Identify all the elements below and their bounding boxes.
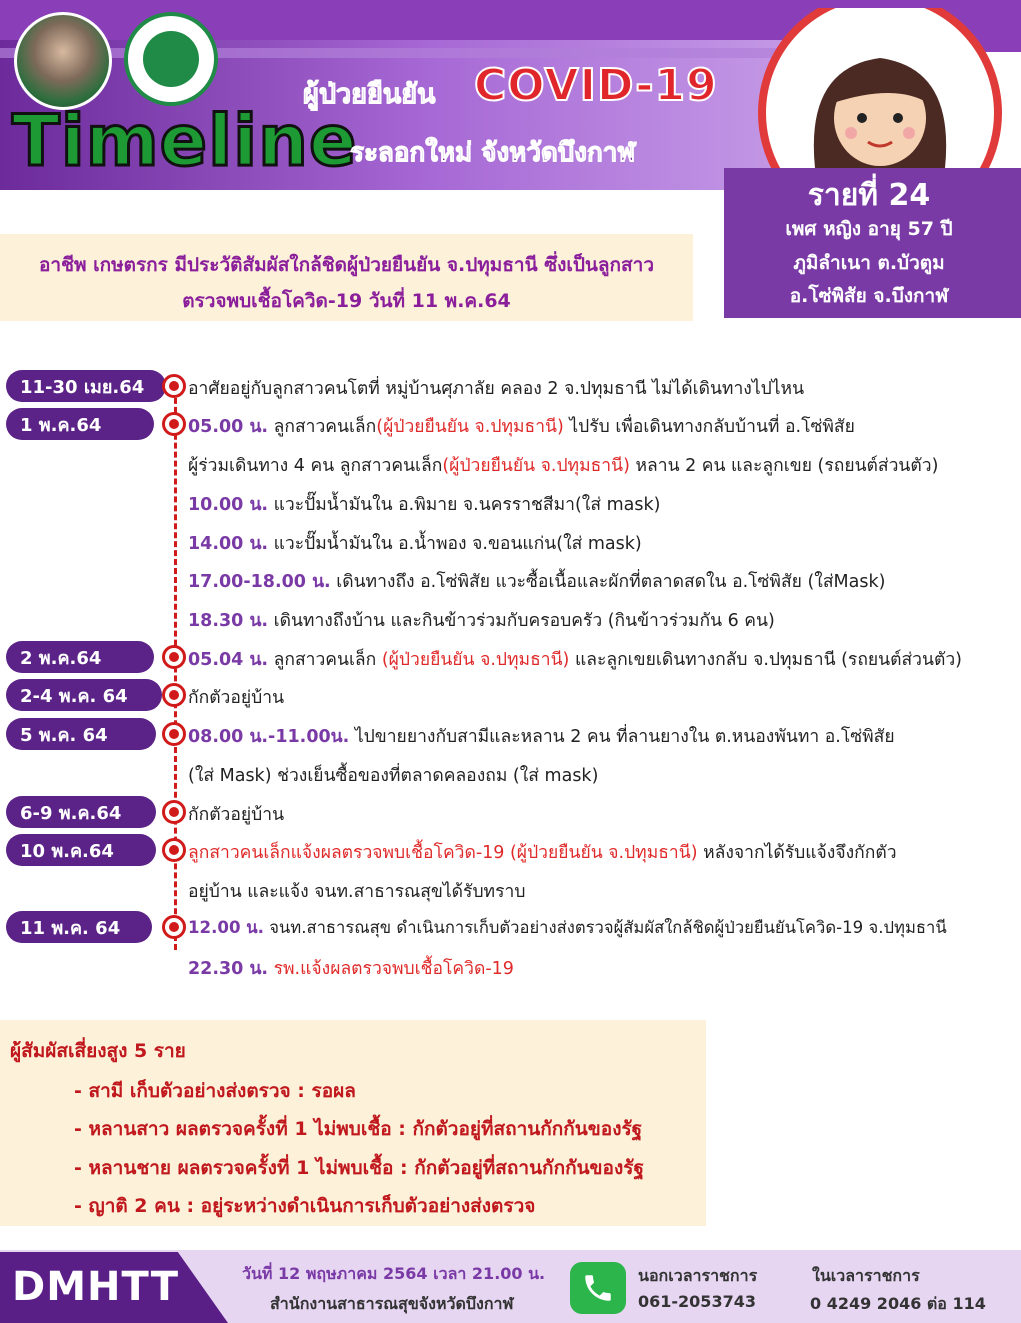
header-subtitle-prefix: ผู้ป่วยยืนยัน — [303, 79, 436, 110]
date-pill: 11-30 เมย.64 — [6, 370, 166, 402]
contact-item: - หลานสาว ผลตรวจครั้งที่ 1 ไม่พบเชื้อ : กักตัวอยู่ที่สถานกักกันของรัฐ — [74, 1118, 643, 1140]
date-pill: 1 พ.ค.64 — [6, 408, 154, 440]
timeline-row: 08.00 น.-11.00น. ไปขายยางกับสามีและหลาน 2 คน ที่ลานยางใน ต.หนองพันทา อ.โซ่พิสัย — [188, 727, 895, 747]
contacts-title: ผู้สัมผัสเสี่ยงสูง 5 ราย — [10, 1040, 186, 1062]
case-number: รายที่ 24 — [807, 178, 931, 213]
contact-item: - ญาติ 2 คน : อยู่ระหว่างดำเนินการเก็บตัวอย่างส่งตรวจ — [74, 1195, 536, 1217]
page-title: Timeline — [12, 100, 358, 182]
after-hours-phone: 061-2053743 — [638, 1292, 756, 1311]
timeline-dot — [162, 645, 186, 669]
date-pill: 10 พ.ค.64 — [6, 834, 156, 866]
footer-brand: DMHTT — [12, 1264, 179, 1310]
case-gender-age: เพศ หญิง อายุ 57 ปี — [785, 218, 953, 240]
timeline-row: ผู้ร่วมเดินทาง 4 คน ลูกสาวคนเล็ก(ผู้ป่วยยืนยัน จ.ปทุมธานี) หลาน 2 คน และลูกเขย (รถยนต์ส่วนตัว) — [188, 456, 939, 476]
timeline-row: (ใส่ Mask) ช่วงเย็นซื้อของที่ตลาดคลองถม (ใส่ mask) — [188, 766, 599, 786]
case-hometown: ภูมิลำเนา ต.บัวตูม — [793, 252, 945, 274]
footer-date: วันที่ 12 พฤษภาคม 2564 เวลา 21.00 น. — [242, 1264, 546, 1283]
timeline-row: 18.30 น. เดินทางถึงบ้าน และกินข้าวร่วมกับครอบครัว (กินข้าวร่วมกัน 6 คน) — [188, 611, 775, 631]
timeline-row: 22.30 น. รพ.แจ้งผลตรวจพบเชื้อโควิด-19 — [188, 959, 514, 979]
occupation-line-1: อาชีพ เกษตรกร มีประวัติสัมผัสใกล้ชิดผู้ป่วยยืนยัน จ.ปทุมธานี ซึ่งเป็นลูกสาว — [39, 254, 654, 276]
date-pill: 2-4 พ.ค. 64 — [6, 679, 162, 711]
timeline-dot — [162, 683, 186, 707]
contact-item: - หลานชาย ผลตรวจครั้งที่ 1 ไม่พบเชื้อ : กักตัวอยู่ที่สถานกักกันของรัฐ — [74, 1157, 644, 1179]
timeline-row: 05.00 น. ลูกสาวคนเล็ก(ผู้ป่วยยืนยัน จ.ปทุมธานี) ไปรับ เพื่อเดินทางกลับบ้านที่ อ.โซ่พิสัย — [188, 417, 855, 437]
timeline-row: 05.04 น. ลูกสาวคนเล็ก (ผู้ป่วยยืนยัน จ.ปทุมธานี) และลูกเขยเดินทางกลับ จ.ปทุมธานี (รถยนต์ส่วนตัว) — [188, 650, 962, 670]
after-hours-label: นอกเวลาราชการ — [638, 1266, 758, 1285]
timeline-dot — [162, 374, 186, 398]
timeline-dot — [162, 838, 186, 862]
footer-office: สำนักงานสาธารณสุขจังหวัดบึงกาฬ — [270, 1294, 514, 1313]
header-stripe — [0, 48, 790, 58]
case-district: อ.โซ่พิสัย จ.บึงกาฬ — [789, 285, 949, 307]
timeline-row: 10.00 น. แวะปั๊มน้ำมันใน อ.พิมาย จ.นครราชสีมา(ใส่ mask) — [188, 495, 661, 515]
timeline-row: 17.00-18.00 น. เดินทางถึง อ.โซ่พิสัย แวะซื้อเนื้อและผักที่ตลาดสดใน อ.โซ่พิสัย (ใส่Mask) — [188, 572, 886, 592]
timeline-dot — [162, 412, 186, 436]
timeline-dot — [162, 722, 186, 746]
timeline-row: 14.00 น. แวะปั๊มน้ำมันใน อ.น้ำพอง จ.ขอนแก่น(ใส่ mask) — [188, 534, 642, 554]
phone-icon — [570, 1262, 626, 1314]
occupation-line-2: ตรวจพบเชื้อโควิด-19 วันที่ 11 พ.ค.64 — [182, 290, 511, 312]
timeline-row: อยู่บ้าน และแจ้ง จนท.สาธารณสุขได้รับทราบ — [188, 882, 526, 902]
timeline-row: 12.00 น. จนท.สาธารณสุข ดำเนินการเก็บตัวอย่างส่งตรวจผู้สัมผัสใกล้ชิดผู้ป่วยยืนยันโควิด-19 จ.ปทุมธานี — [188, 918, 947, 937]
header-covid-title: COVID-19 — [474, 60, 718, 111]
office-hours-label: ในเวลาราชการ — [812, 1266, 920, 1285]
ministry-logo-icon — [124, 12, 218, 106]
timeline-row: ลูกสาวคนเล็กแจ้งผลตรวจพบเชื้อโควิด-19 (ผู้ป่วยยืนยัน จ.ปทุมธานี) หลังจากได้รับแจ้งจึงกักตัว — [188, 843, 897, 863]
date-pill: 11 พ.ค. 64 — [6, 911, 152, 943]
contact-item: - สามี เก็บตัวอย่างส่งตรวจ : รอผล — [74, 1080, 356, 1102]
date-pill: 5 พ.ค. 64 — [6, 718, 156, 750]
timeline-row: กักตัวอยู่บ้าน — [188, 805, 285, 825]
timeline-dot — [162, 800, 186, 824]
province-seal-icon — [14, 12, 112, 110]
timeline-row: กักตัวอยู่บ้าน — [188, 688, 285, 708]
date-pill: 2 พ.ค.64 — [6, 641, 154, 673]
timeline-row: อาศัยอยู่กับลูกสาวคนโตที่ หมู่บ้านศุภาลัย คลอง 2 จ.ปทุมธานี ไม่ได้เดินทางไปไหน — [188, 379, 805, 399]
office-hours-phone: 0 4249 2046 ต่อ 114 — [810, 1294, 986, 1313]
page-subtitle: ระลอกใหม่ จังหวัดบึงกาฬ — [350, 138, 636, 168]
date-pill: 6-9 พ.ค.64 — [6, 796, 156, 828]
timeline-dot — [162, 915, 186, 939]
